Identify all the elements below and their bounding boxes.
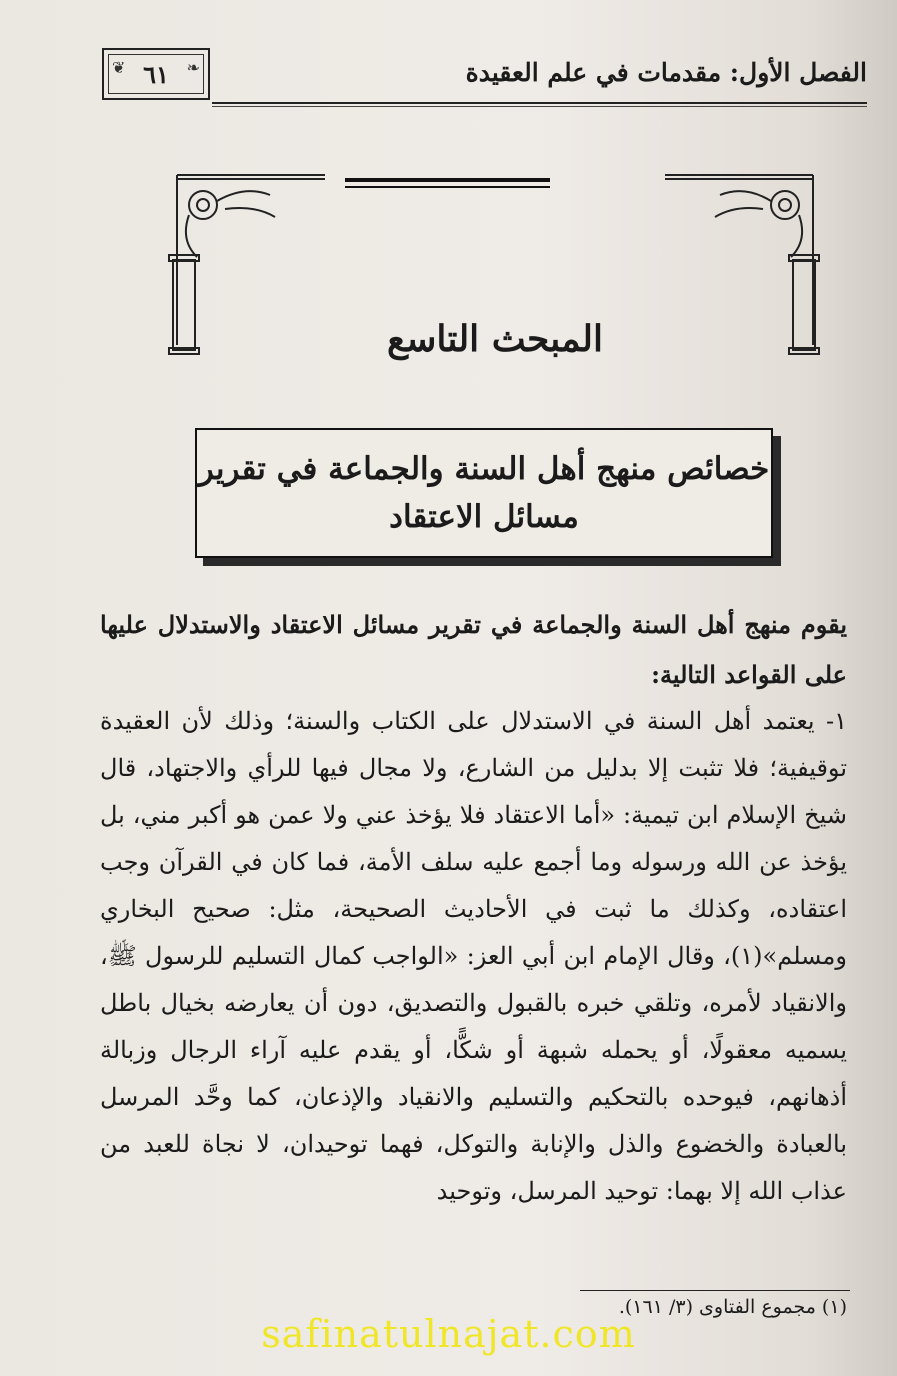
- footnote: (١) مجموع الفتاوى (٣/ ١٦١).: [618, 1296, 847, 1318]
- intro-paragraph: يقوم منهج أهل السنة والجماعة في تقرير مسائل الاعتقاد والاستدلال عليها على القواعد التالية:: [100, 610, 847, 689]
- header-rule: [212, 102, 867, 104]
- running-head: الفصل الأول: مقدمات في علم العقيدة: [465, 58, 867, 87]
- ornament-icon: ❦: [112, 58, 126, 77]
- frame-top-bar: [345, 178, 550, 182]
- page-number-box: [102, 48, 210, 100]
- rule-one-paragraph: ١- يعتمد أهل السنة في الاستدلال على الكتاب والسنة؛ وذلك لأن العقيدة توقيفية؛ فلا تثبت إلا بدليل من الشارع، ولا مجال فيها للرأي والاجتهاد، قال شيخ الإسلام ابن تيمية: «أما الاعتقاد فلا يؤخذ عني ولا عمن هو أكبر مني، بل يؤخذ عن الله ورسوله وما أجمع عليه سلف الأمة، فما كان في القرآن وجب اعتقاده، وكذلك ما ثبت في الأحاديث الصحيحة، مثل: صحيح البخاري ومسلم»(١)، وقال الإمام ابن أبي العز: «الواجب كمال التسليم للرسول ﷺ، والانقياد لأمره، وتلقي خبره بالقبول والتصديق، دون أن يعارضه بخيال باطل يسميه معقولًا، أو يحمله شبهة أو شكًّا، أو يقدم عليه آراء الرجال وزبالة أذهانهم، فيوحده بالتحكيم والتسليم والانقياد والإذعان، كما وحَّد المرسل بالعبادة والخضوع والذل والإنابة والتوكل، فهما توحيدان، لا نجاة للعبد من عذاب الله إلا بهما: توحيد المرسل، وتوحيد: [100, 707, 847, 1205]
- ornament-icon: ❧: [186, 58, 200, 77]
- body-text: [100, 698, 847, 1215]
- heading-line-1: خصائص منهج أهل السنة والجماعة في تقرير: [198, 451, 770, 487]
- heading-line-2: مسائل الاعتقاد: [389, 499, 579, 535]
- watermark: safinatulnajat.com: [261, 1312, 636, 1356]
- header-rule-thin: [212, 106, 867, 107]
- chapter-heading-box: [195, 428, 773, 558]
- section-title: المبحث التاسع: [387, 318, 603, 360]
- page-number: ٦١: [143, 59, 169, 89]
- footnote-rule: [580, 1290, 850, 1291]
- frame-top-bar-thin: [345, 186, 550, 188]
